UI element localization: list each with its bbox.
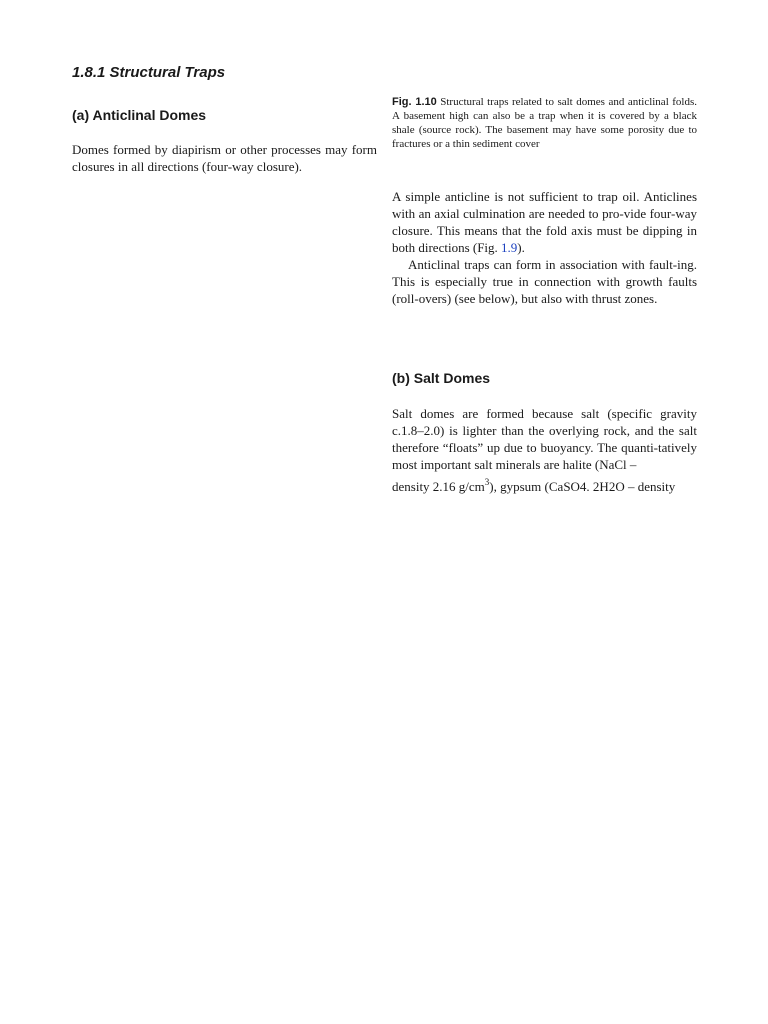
anticlinal-domes-intro: Domes formed by diapirism or other processes may form closures in all directions (four-way closure). <box>72 142 377 174</box>
figure-label: Fig. 1.10 <box>392 96 437 108</box>
anticlinal-domes-heading: (a) Anticlinal Domes <box>72 107 207 123</box>
salt-domes-last-line <box>392 478 697 495</box>
anticline-paragraph-1 <box>392 188 697 256</box>
salt-density-text: density 2.16 g/cm <box>392 479 485 494</box>
figure-caption <box>392 95 697 151</box>
salt-domes-text: Salt domes are formed because salt (specific gravity c.1.8–2.0) is lighter than the overlying rock, and the salt therefore “floats” up due to buoyancy. The quanti-tatively most important salt minerals are halite (NaCl – <box>392 406 697 472</box>
anticline-p1-text: A simple anticline is not sufficient to trap oil. Anticlines with an axial culmination are needed to pro-vide four-way closure. This means that the fold axis must be dipping in both directions (Fig. <box>392 189 697 255</box>
anticline-body <box>392 188 697 307</box>
superscript-3: 3 <box>484 477 490 487</box>
salt-domes-heading: (b) Salt Domes <box>392 370 491 386</box>
anticline-p1-end: ). <box>517 240 525 255</box>
anticline-paragraph-2: Anticlinal traps can form in association with fault-ing. This is especially true in connection with growth faults (roll-overs) (see below), but also with thrust zones. <box>392 257 697 306</box>
figure-caption-text: Structural traps related to salt domes and anticlinal folds. A basement high can also be a trap when it is covered by a black shale (source rock). The basement may have some porosity due to fractures or a thin sediment cover <box>392 96 697 150</box>
figure-reference-link[interactable]: 1.9 <box>501 240 518 255</box>
salt-domes-paragraph <box>392 405 697 495</box>
section-title: 1.8.1 Structural Traps <box>72 64 226 81</box>
salt-gypsum-text: ), gypsum (CaSO4. 2H2O – density <box>489 479 676 494</box>
